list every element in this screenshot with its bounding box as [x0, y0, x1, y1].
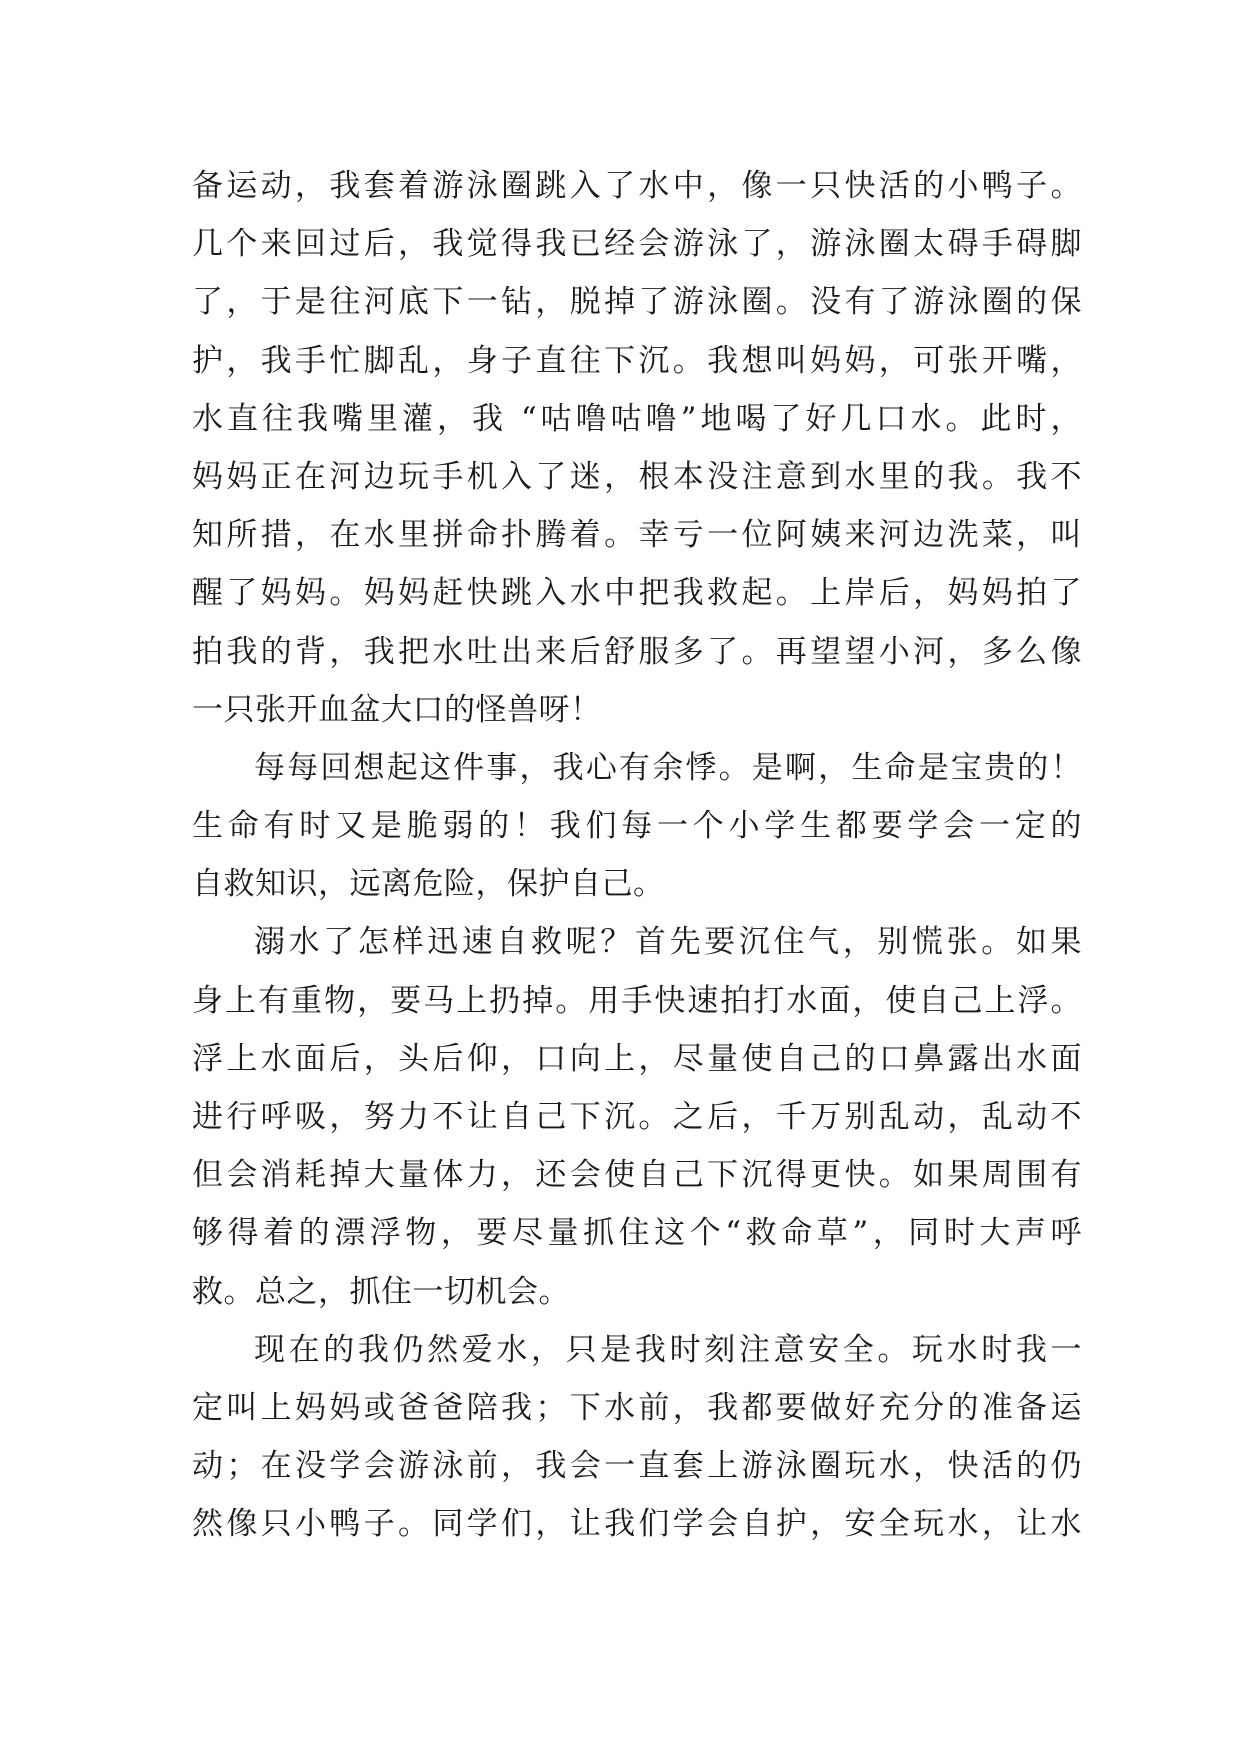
text-line: 每每回想起这件事，我心有余悸。是啊，生命是宝贵的！ — [254, 749, 1082, 786]
text-line: 水直往我嘴里灌，我 “咕噜咕噜”地喝了好几口水。此时， — [192, 400, 1082, 437]
text-line: 够得着的漂浮物，要尽量抓住这个“救命草”，同时大声呼 — [192, 1215, 1082, 1252]
paragraph — [192, 157, 1082, 739]
text-line: 自救知识，远离危险，保护自己。 — [192, 866, 665, 903]
body-text — [192, 157, 1082, 1554]
text-line: 身上有重物，要马上扔掉。用手快速拍打水面，使自己上浮。 — [192, 982, 1082, 1019]
text-line: 几个来回过后，我觉得我已经会游泳了，游泳圈太碍手碍脚 — [192, 226, 1082, 263]
text-line: 妈妈正在河边玩手机入了迷，根本没注意到水里的我。我不 — [192, 458, 1082, 495]
text-line: 救。总之，抓住一切机会。 — [192, 1273, 570, 1310]
text-line: 进行呼吸，努力不让自己下沉。之后，千万别乱动，乱动不 — [192, 1099, 1082, 1135]
paragraph — [192, 1321, 1082, 1554]
text-line: 溺水了怎样迅速自救呢？首先要沉住气，别慌张。如果 — [254, 924, 1082, 961]
text-line: 一只张开血盆大口的怪兽呀！ — [192, 691, 602, 728]
paragraph — [192, 739, 1082, 914]
text-line: 醒了妈妈。妈妈赶快跳入水中把我救起。上岸后，妈妈拍了 — [192, 575, 1082, 612]
text-line: 拍我的背，我把水吐出来后舒服多了。再望望小河，多么像 — [192, 633, 1082, 670]
text-line: 现在的我仍然爱水，只是我时刻注意安全。玩水时我一 — [254, 1331, 1082, 1368]
text-line: 备运动，我套着游泳圈跳入了水中，像一只快活的小鸭子。 — [192, 168, 1082, 204]
text-line: 然像只小鸭子。同学们，让我们学会自护，安全玩水，让水 — [192, 1506, 1082, 1543]
text-line: 知所措，在水里拼命扑腾着。幸亏一位阿姨来河边洗菜，叫 — [192, 517, 1082, 554]
text-line: 浮上水面后，头后仰，口向上，尽量使自己的口鼻露出水面 — [192, 1040, 1082, 1077]
paragraph — [192, 913, 1082, 1320]
text-line: 但会消耗掉大量体力，还会使自己下沉得更快。如果周围有 — [192, 1157, 1082, 1194]
text-line: 了，于是往河底下一钻，脱掉了游泳圈。没有了游泳圈的保 — [192, 284, 1082, 321]
text-line: 生命有时又是脆弱的！我们每一个小学生都要学会一定的 — [192, 808, 1082, 845]
text-line: 护，我手忙脚乱，身子直往下沉。我想叫妈妈，可张开嘴， — [192, 342, 1082, 379]
text-line: 定叫上妈妈或爸爸陪我；下水前，我都要做好充分的准备运 — [192, 1389, 1082, 1426]
text-line: 动；在没学会游泳前，我会一直套上游泳圈玩水，快活的仍 — [192, 1448, 1082, 1485]
